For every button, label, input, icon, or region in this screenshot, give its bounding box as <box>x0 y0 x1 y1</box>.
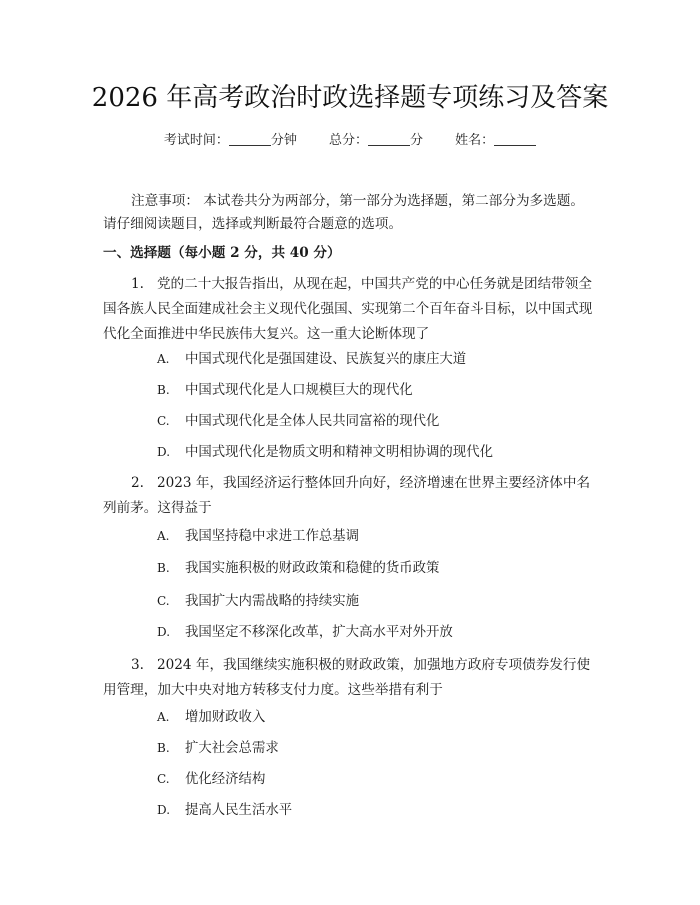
option-letter: A. <box>157 352 170 366</box>
option-letter: C. <box>157 594 170 608</box>
option-text: 提高人民生活水平 <box>185 803 293 818</box>
exam-meta <box>0 131 700 151</box>
page-title: 2026 年高考政治时政选择题专项练习及答案 <box>91 83 609 113</box>
question-number: 3. <box>131 657 144 673</box>
option-item[interactable] <box>157 558 439 579</box>
option-text: 扩大社会总需求 <box>185 741 279 756</box>
option-item[interactable] <box>157 526 359 547</box>
total-score-blank <box>368 132 410 146</box>
option-item[interactable] <box>157 622 453 643</box>
notice-paragraph <box>103 190 593 236</box>
option-item[interactable] <box>157 738 279 759</box>
option-letter: B. <box>157 741 170 755</box>
name-label: 姓名： <box>455 133 495 148</box>
option-text: 我国坚定不移深化改革，扩大高水平对外开放 <box>185 625 453 640</box>
option-item[interactable] <box>157 349 466 370</box>
exam-time-unit: 分钟 <box>270 133 297 148</box>
total-score-field <box>329 131 423 151</box>
notice-label: 注意事项： <box>131 193 199 209</box>
option-text: 我国扩大内需战略的持续实施 <box>185 594 360 609</box>
option-text: 我国坚持稳中求进工作总基调 <box>185 529 360 544</box>
question-stem <box>103 471 603 521</box>
option-letter: D. <box>157 445 171 459</box>
option-text: 增加财政收入 <box>185 710 266 725</box>
name-blank <box>494 132 536 146</box>
question-stem <box>103 272 603 347</box>
option-item[interactable] <box>157 411 439 432</box>
question-number: 2. <box>131 475 144 491</box>
option-item[interactable] <box>157 591 359 612</box>
question-text: 党的二十大报告指出，从现在起，中国共产党的中心任务就是团结带领全国各族人民全面建成社会主义现代化强国、实现第二个百年奋斗目标，以中国式现代化全面推进中华民族伟大复兴。这一重大论断体现了 <box>103 276 593 342</box>
option-letter: C. <box>157 414 170 428</box>
option-letter: A. <box>157 529 170 543</box>
exam-time-label: 考试时间： <box>163 133 229 148</box>
question-number: 1. <box>131 276 144 292</box>
option-letter: A. <box>157 710 170 724</box>
total-score-label: 总分： <box>328 133 368 148</box>
option-letter: B. <box>157 383 170 397</box>
option-letter: B. <box>157 561 170 575</box>
question-text: 2023 年，我国经济运行整体回升向好，经济增速在世界主要经济体中名列前茅。这得益于 <box>103 475 591 516</box>
option-text: 中国式现代化是强国建设、民族复兴的康庄大道 <box>185 352 467 367</box>
option-item[interactable] <box>157 380 413 401</box>
option-text: 中国式现代化是全体人民共同富裕的现代化 <box>185 414 440 429</box>
option-item[interactable] <box>157 707 265 728</box>
option-letter: C. <box>157 772 170 786</box>
section-title: 一、选择题（每小题 2 分，共 40 分） <box>103 245 341 261</box>
notice-text: 本试卷共分为两部分，第一部分为选择题，第二部分为多选题。请仔细阅读题目，选择或判断最符合题意的选项。 <box>103 193 584 232</box>
exam-time-field <box>164 131 297 151</box>
option-item[interactable] <box>157 769 265 790</box>
question-text: 2024 年，我国继续实施积极的财政政策，加强地方政府专项债券发行使用管理，加大中央对地方转移支付力度。这些举措有利于 <box>103 657 591 698</box>
name-field <box>455 131 536 151</box>
option-text: 中国式现代化是人口规模巨大的现代化 <box>185 383 413 398</box>
option-text: 中国式现代化是物质文明和精神文明相协调的现代化 <box>185 445 493 460</box>
option-item[interactable] <box>157 800 292 821</box>
question-stem <box>103 653 603 703</box>
option-item[interactable] <box>157 442 493 463</box>
total-score-unit: 分 <box>410 133 424 148</box>
option-text: 我国实施积极的财政政策和稳健的货币政策 <box>185 561 440 576</box>
option-letter: D. <box>157 625 171 639</box>
exam-time-blank <box>229 132 271 146</box>
option-letter: D. <box>157 803 171 817</box>
option-text: 优化经济结构 <box>185 772 266 787</box>
